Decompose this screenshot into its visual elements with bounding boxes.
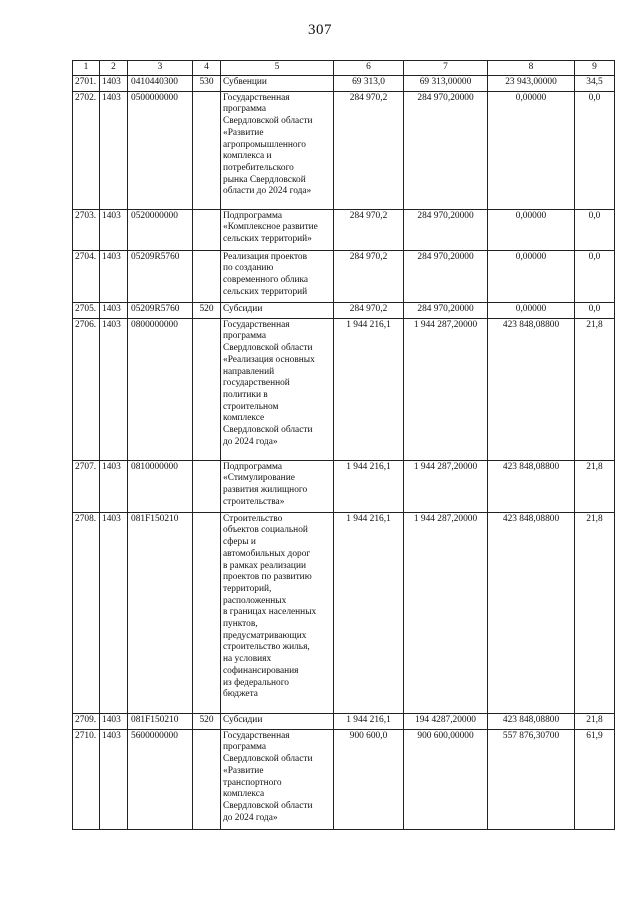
row-number: 2706. [73,318,100,460]
item-name-line: в рамках реализации [223,560,306,571]
row-number: 2701. [73,75,100,91]
table-row [73,512,615,713]
row-number: 2709. [73,713,100,729]
value-col8: 23 943,00000 [488,75,575,91]
item-name-line: «Развитие [223,127,264,138]
column-header: 2 [100,61,128,76]
item-name-line: Государственная [223,730,290,741]
target-code: 0500000000 [128,91,193,209]
item-name-line: комплекса и [223,151,272,162]
item-name [221,209,334,250]
table-row [73,460,615,512]
value-col7: 1 944 287,20000 [404,512,488,713]
value-col8: 423 848,08800 [488,713,575,729]
item-name-line: расположенных [223,595,287,606]
value-col6: 1 944 216,1 [334,460,404,512]
item-name [221,75,334,91]
expense-type-code [193,318,221,460]
item-name-line: политики в [223,389,268,400]
value-col7: 900 600,00000 [404,729,488,829]
expense-type-code [193,512,221,713]
item-name-line: на условиях [223,654,272,665]
item-name-line: «Развитие [223,765,264,776]
item-name [221,302,334,318]
row-number: 2707. [73,460,100,512]
item-name-line: проектов по развитию [223,572,312,583]
item-name-line: по созданию [223,263,274,274]
row-number: 2704. [73,250,100,302]
target-code: 081F150210 [128,713,193,729]
section-code: 1403 [100,302,128,318]
value-col7: 1 944 287,20000 [404,318,488,460]
item-name-line: Реализация проектов [223,251,308,262]
item-name [221,512,334,713]
item-name-line: территорий, [223,583,272,594]
column-header: 9 [575,61,615,76]
value-col9: 0,0 [575,209,615,250]
item-name-line: комплекса [223,789,265,800]
section-code: 1403 [100,209,128,250]
column-header: 4 [193,61,221,76]
expense-type-code: 530 [193,75,221,91]
expense-type-code: 520 [193,302,221,318]
expense-type-code: 520 [193,713,221,729]
item-name-line: Строительство [223,513,283,524]
item-name-line: из федерального [223,677,289,688]
expense-type-code [193,460,221,512]
value-col6: 69 313,0 [334,75,404,91]
value-col7: 284 970,20000 [404,91,488,209]
value-col6: 1 944 216,1 [334,713,404,729]
item-name-line: Свердловской области [223,425,313,436]
value-col8: 423 848,08800 [488,318,575,460]
section-code: 1403 [100,729,128,829]
section-code: 1403 [100,512,128,713]
table-row [73,75,615,91]
item-name-line: «Стимулирование [223,473,295,484]
value-col6: 1 944 216,1 [334,318,404,460]
value-col9: 21,8 [575,713,615,729]
item-name-line: софинансирования [223,665,299,676]
value-col7: 284 970,20000 [404,302,488,318]
item-name [221,729,334,829]
item-name-line: рынка Свердловской [223,174,306,185]
item-name-line: Государственная [223,92,290,103]
table-row [73,91,615,209]
target-code: 0410440300 [128,75,193,91]
item-name-line: программа [223,104,267,115]
item-name-line: Субсидии [223,303,263,314]
item-name-line: пунктов, [223,619,258,630]
target-code: 05209R5760 [128,250,193,302]
item-name-line: сферы и [223,537,256,548]
table-row [73,318,615,460]
item-name-line: Подпрограмма [223,461,283,472]
item-name-line: в границах населенных [223,607,317,618]
item-name-line: строительном [223,401,279,412]
item-name-line: сельских территорий» [223,234,312,245]
table-row [73,209,615,250]
item-name-line: «Комплексное развитие [223,222,318,233]
table-row [73,250,615,302]
item-name-line: потребительского [223,162,294,173]
item-name-line: «Реализация основных [223,354,315,365]
target-code: 0520000000 [128,209,193,250]
item-name-line: комплексе [223,413,265,424]
item-name [221,713,334,729]
expense-type-code [193,209,221,250]
page-number: 307 [308,22,332,38]
column-header: 8 [488,61,575,76]
value-col8: 0,00000 [488,302,575,318]
expense-type-code [193,729,221,829]
item-name-line: Свердловской области [223,343,313,354]
target-code: 0800000000 [128,318,193,460]
item-name-line: строительства» [223,496,285,507]
table-body [73,75,615,829]
item-name-line: развития жилищного [223,485,308,496]
value-col8: 557 876,30700 [488,729,575,829]
item-name-line: сельских территорий [223,286,308,297]
item-name-line: Свердловской области [223,800,313,811]
item-name-line: направлений [223,366,275,377]
item-name-line: до 2024 года» [223,436,278,447]
item-name-line: транспортного [223,777,282,788]
item-name-line: предусматривающих [223,630,307,641]
value-col8: 423 848,08800 [488,512,575,713]
item-name [221,460,334,512]
value-col6: 284 970,2 [334,209,404,250]
value-col9: 21,8 [575,512,615,713]
item-name-line: государственной [223,378,290,389]
row-number: 2703. [73,209,100,250]
value-col8: 423 848,08800 [488,460,575,512]
value-col8: 0,00000 [488,209,575,250]
table-header-row [73,61,615,76]
column-header: 3 [128,61,193,76]
value-col9: 0,0 [575,250,615,302]
item-name-line: области до 2024 года» [223,186,312,197]
item-name-line: программа [223,331,267,342]
item-name-line: Субсидии [223,714,263,725]
row-number: 2705. [73,302,100,318]
item-name-line: программа [223,742,267,753]
item-name-line: современного облика [223,275,309,286]
section-code: 1403 [100,318,128,460]
value-col6: 284 970,2 [334,302,404,318]
table-row [73,729,615,829]
table-row [73,302,615,318]
item-name-line: Подпрограмма [223,210,283,221]
row-number: 2710. [73,729,100,829]
table-row [73,713,615,729]
value-col6: 1 944 216,1 [334,512,404,713]
value-col7: 194 4287,20000 [404,713,488,729]
item-name-line: строительство жилья, [223,642,310,653]
expense-type-code [193,250,221,302]
value-col9: 21,8 [575,318,615,460]
item-name-line: бюджета [223,689,258,700]
column-header: 1 [73,61,100,76]
item-name [221,250,334,302]
item-name-line: Свердловской области [223,116,313,127]
value-col7: 1 944 287,20000 [404,460,488,512]
value-col6: 284 970,2 [334,250,404,302]
value-col9: 0,0 [575,91,615,209]
expense-type-code [193,91,221,209]
section-code: 1403 [100,75,128,91]
item-name-line: объектов социальной [223,525,308,536]
item-name-line: до 2024 года» [223,812,278,823]
value-col6: 284 970,2 [334,91,404,209]
target-code: 081F150210 [128,512,193,713]
section-code: 1403 [100,460,128,512]
target-code: 05209R5760 [128,302,193,318]
column-header: 6 [334,61,404,76]
value-col7: 69 313,00000 [404,75,488,91]
value-col7: 284 970,20000 [404,250,488,302]
target-code: 0810000000 [128,460,193,512]
value-col6: 900 600,0 [334,729,404,829]
value-col9: 0,0 [575,302,615,318]
section-code: 1403 [100,250,128,302]
budget-table [72,60,615,830]
value-col9: 21,8 [575,460,615,512]
item-name [221,318,334,460]
item-name-line: Субвенции [223,76,267,87]
section-code: 1403 [100,91,128,209]
value-col9: 34,5 [575,75,615,91]
row-number: 2708. [73,512,100,713]
section-code: 1403 [100,713,128,729]
column-header: 7 [404,61,488,76]
item-name-line: автомобильных дорог [223,548,311,559]
item-name-line: Государственная [223,319,290,330]
value-col9: 61,9 [575,729,615,829]
item-name [221,91,334,209]
item-name-line: агропромышленного [223,139,306,150]
target-code: 5600000000 [128,729,193,829]
value-col8: 0,00000 [488,91,575,209]
item-name-line: Свердловской области [223,754,313,765]
column-header: 5 [221,61,334,76]
value-col7: 284 970,20000 [404,209,488,250]
value-col8: 0,00000 [488,250,575,302]
row-number: 2702. [73,91,100,209]
